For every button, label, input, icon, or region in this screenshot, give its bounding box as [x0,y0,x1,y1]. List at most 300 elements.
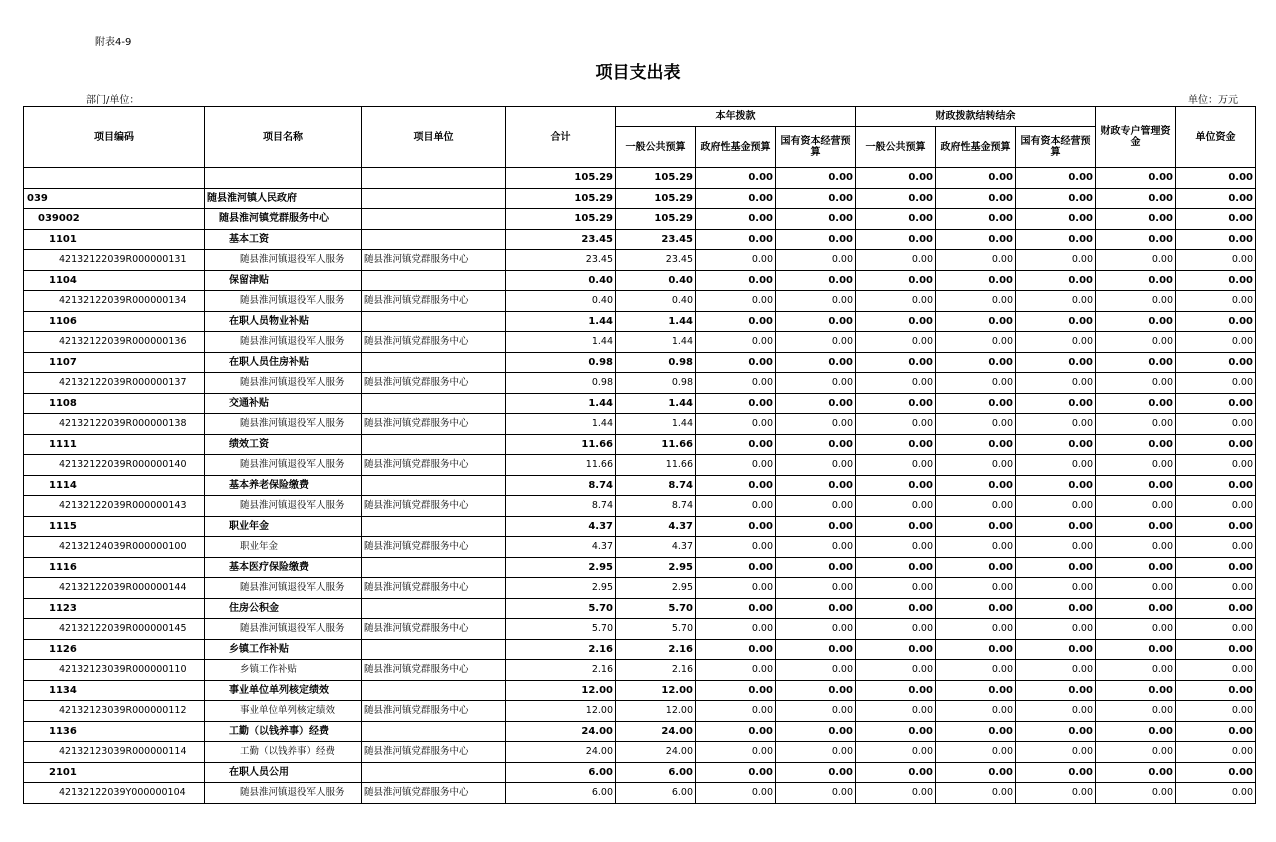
cell-c3: 0.00 [776,229,856,250]
cell-c7: 0.00 [1096,291,1176,312]
cell-c5: 0.00 [936,311,1016,332]
cell-c3: 0.00 [776,742,856,763]
cell-unit: 随县淮河镇党群服务中心 [362,701,506,722]
cell-c4: 0.00 [856,516,936,537]
cell-c4: 0.00 [856,578,936,599]
cell-c2: 0.00 [696,783,776,804]
cell-c8: 0.00 [1176,352,1256,373]
cell-total: 105.29 [506,209,616,230]
cell-code: 42132122039R000000137 [24,373,205,394]
cell-unit: 随县淮河镇党群服务中心 [362,660,506,681]
cell-c4: 0.00 [856,229,936,250]
cell-code: 1136 [24,721,205,742]
cell-c6: 0.00 [1016,332,1096,353]
cell-c1: 105.29 [616,168,696,189]
cell-c5: 0.00 [936,250,1016,271]
cell-c6: 0.00 [1016,783,1096,804]
cell-name: 交通补贴 [205,393,362,414]
cell-total: 0.98 [506,352,616,373]
header-carryover: 财政拨款结转结余 [856,107,1096,127]
cell-c1: 2.95 [616,578,696,599]
table-row [24,332,1256,353]
cell-c8: 0.00 [1176,721,1256,742]
table-row [24,516,1256,537]
cell-c4: 0.00 [856,393,936,414]
cell-c7: 0.00 [1096,639,1176,660]
cell-c5: 0.00 [936,762,1016,783]
cell-c2: 0.00 [696,311,776,332]
cell-total: 11.66 [506,434,616,455]
cell-name: 事业单位单列核定绩效 [205,701,362,722]
cell-name: 随县淮河镇退役军人服务 [205,578,362,599]
cell-c6: 0.00 [1016,742,1096,763]
cell-code: 039002 [24,209,205,230]
cell-c3: 0.00 [776,250,856,271]
cell-unit [362,762,506,783]
table-row [24,393,1256,414]
cell-c7: 0.00 [1096,783,1176,804]
cell-code: 42132122039R000000136 [24,332,205,353]
cell-code: 1126 [24,639,205,660]
cell-unit: 随县淮河镇党群服务中心 [362,373,506,394]
cell-c2: 0.00 [696,393,776,414]
cell-unit [362,680,506,701]
cell-c1: 0.98 [616,352,696,373]
cell-c1: 6.00 [616,783,696,804]
cell-c5: 0.00 [936,393,1016,414]
cell-c6: 0.00 [1016,311,1096,332]
cell-name: 基本养老保险缴费 [205,475,362,496]
cell-c6: 0.00 [1016,250,1096,271]
cell-total: 2.16 [506,660,616,681]
cell-c3: 0.00 [776,639,856,660]
cell-c1: 12.00 [616,680,696,701]
cell-c4: 0.00 [856,414,936,435]
cell-c5: 0.00 [936,496,1016,517]
cell-name: 基本医疗保险缴费 [205,557,362,578]
cell-c3: 0.00 [776,188,856,209]
cell-name: 随县淮河镇人民政府 [205,188,362,209]
cell-c8: 0.00 [1176,250,1256,271]
cell-c1: 1.44 [616,393,696,414]
cell-c6: 0.00 [1016,496,1096,517]
table-row [24,352,1256,373]
cell-unit [362,557,506,578]
cell-c8: 0.00 [1176,639,1256,660]
cell-name: 随县淮河镇退役军人服务 [205,250,362,271]
cell-code [24,168,205,189]
cell-unit: 随县淮河镇党群服务中心 [362,291,506,312]
cell-c5: 0.00 [936,783,1016,804]
cell-c3: 0.00 [776,291,856,312]
cell-c7: 0.00 [1096,680,1176,701]
cell-c7: 0.00 [1096,742,1176,763]
cell-total: 12.00 [506,701,616,722]
cell-c2: 0.00 [696,619,776,640]
cell-c8: 0.00 [1176,762,1256,783]
cell-total: 8.74 [506,475,616,496]
cell-code: 42132124039R000000100 [24,537,205,558]
cell-c6: 0.00 [1016,680,1096,701]
cell-c2: 0.00 [696,578,776,599]
header-unit: 项目单位 [362,107,506,168]
cell-c4: 0.00 [856,209,936,230]
cell-c3: 0.00 [776,209,856,230]
cell-c6: 0.00 [1016,393,1096,414]
cell-c8: 0.00 [1176,475,1256,496]
cell-c6: 0.00 [1016,475,1096,496]
cell-c3: 0.00 [776,373,856,394]
cell-c8: 0.00 [1176,578,1256,599]
cell-code: 42132122039R000000138 [24,414,205,435]
cell-code: 1111 [24,434,205,455]
cell-c1: 105.29 [616,188,696,209]
cell-c8: 0.00 [1176,188,1256,209]
cell-name: 乡镇工作补贴 [205,639,362,660]
cell-c7: 0.00 [1096,578,1176,599]
table-row [24,742,1256,763]
cell-unit: 随县淮河镇党群服务中心 [362,496,506,517]
cell-c2: 0.00 [696,496,776,517]
cell-c6: 0.00 [1016,455,1096,476]
header-carryover-general-budget: 一般公共预算 [856,127,936,168]
cell-c3: 0.00 [776,475,856,496]
cell-c1: 0.40 [616,270,696,291]
cell-c6: 0.00 [1016,434,1096,455]
cell-c7: 0.00 [1096,721,1176,742]
cell-c2: 0.00 [696,680,776,701]
table-row [24,537,1256,558]
cell-c7: 0.00 [1096,393,1176,414]
cell-name: 随县淮河镇退役军人服务 [205,783,362,804]
cell-total: 1.44 [506,311,616,332]
page-title: 项目支出表 [595,63,681,83]
cell-total: 1.44 [506,414,616,435]
cell-c6: 0.00 [1016,168,1096,189]
cell-c6: 0.00 [1016,270,1096,291]
cell-c1: 105.29 [616,209,696,230]
cell-c4: 0.00 [856,332,936,353]
cell-c6: 0.00 [1016,701,1096,722]
cell-c4: 0.00 [856,311,936,332]
cell-name: 随县淮河镇退役军人服务 [205,414,362,435]
cell-c2: 0.00 [696,475,776,496]
cell-c8: 0.00 [1176,516,1256,537]
cell-c7: 0.00 [1096,496,1176,517]
cell-c4: 0.00 [856,188,936,209]
cell-c3: 0.00 [776,270,856,291]
cell-c8: 0.00 [1176,783,1256,804]
cell-c4: 0.00 [856,639,936,660]
cell-c1: 4.37 [616,516,696,537]
cell-name: 工勤（以钱养事）经费 [205,721,362,742]
cell-c7: 0.00 [1096,209,1176,230]
cell-c5: 0.00 [936,414,1016,435]
cell-c2: 0.00 [696,721,776,742]
cell-total: 2.95 [506,578,616,599]
cell-c2: 0.00 [696,455,776,476]
cell-c6: 0.00 [1016,516,1096,537]
cell-c8: 0.00 [1176,434,1256,455]
cell-c2: 0.00 [696,332,776,353]
cell-total: 8.74 [506,496,616,517]
cell-total: 23.45 [506,229,616,250]
cell-name: 保留津贴 [205,270,362,291]
cell-name: 职业年金 [205,537,362,558]
table-row [24,639,1256,660]
cell-unit: 随县淮河镇党群服务中心 [362,578,506,599]
cell-c2: 0.00 [696,373,776,394]
cell-c4: 0.00 [856,434,936,455]
cell-c4: 0.00 [856,455,936,476]
cell-c4: 0.00 [856,762,936,783]
cell-c5: 0.00 [936,332,1016,353]
cell-total: 11.66 [506,455,616,476]
cell-unit [362,721,506,742]
cell-code: 42132123039R000000114 [24,742,205,763]
cell-c8: 0.00 [1176,742,1256,763]
cell-c1: 4.37 [616,537,696,558]
cell-c5: 0.00 [936,229,1016,250]
cell-unit [362,598,506,619]
cell-c8: 0.00 [1176,311,1256,332]
cell-c4: 0.00 [856,742,936,763]
cell-c3: 0.00 [776,701,856,722]
cell-c3: 0.00 [776,537,856,558]
cell-c5: 0.00 [936,537,1016,558]
cell-c7: 0.00 [1096,619,1176,640]
table-row [24,168,1256,189]
header-current-year: 本年拨款 [616,107,856,127]
table-row [24,660,1256,681]
cell-c1: 5.70 [616,598,696,619]
table-row [24,373,1256,394]
cell-c3: 0.00 [776,578,856,599]
cell-c6: 0.00 [1016,373,1096,394]
cell-total: 24.00 [506,742,616,763]
cell-c7: 0.00 [1096,373,1176,394]
cell-c1: 24.00 [616,721,696,742]
cell-c1: 8.74 [616,496,696,517]
cell-unit [362,270,506,291]
cell-c2: 0.00 [696,762,776,783]
cell-c3: 0.00 [776,619,856,640]
header-unit-funds: 单位资金 [1176,107,1256,168]
cell-total: 0.40 [506,291,616,312]
cell-c7: 0.00 [1096,537,1176,558]
cell-c5: 0.00 [936,578,1016,599]
cell-unit [362,311,506,332]
cell-c8: 0.00 [1176,496,1256,517]
cell-code: 039 [24,188,205,209]
cell-code: 1101 [24,229,205,250]
header-general-budget: 一般公共预算 [616,127,696,168]
cell-code: 1106 [24,311,205,332]
cell-c1: 6.00 [616,762,696,783]
cell-c2: 0.00 [696,168,776,189]
table-row [24,270,1256,291]
cell-total: 0.40 [506,270,616,291]
cell-name: 随县淮河镇退役军人服务 [205,332,362,353]
cell-unit: 随县淮河镇党群服务中心 [362,414,506,435]
project-expenditure-table [23,106,1256,804]
cell-c7: 0.00 [1096,762,1176,783]
cell-c4: 0.00 [856,373,936,394]
header-code: 项目编码 [24,107,205,168]
table-row [24,762,1256,783]
cell-total: 23.45 [506,250,616,271]
cell-total: 1.44 [506,332,616,353]
cell-name: 在职人员住房补贴 [205,352,362,373]
header-carryover-gov-fund: 政府性基金预算 [936,127,1016,168]
table-row [24,188,1256,209]
cell-c7: 0.00 [1096,660,1176,681]
cell-c3: 0.00 [776,311,856,332]
cell-c7: 0.00 [1096,557,1176,578]
cell-name: 随县淮河镇退役军人服务 [205,455,362,476]
cell-c6: 0.00 [1016,639,1096,660]
cell-c2: 0.00 [696,701,776,722]
cell-c4: 0.00 [856,619,936,640]
cell-c2: 0.00 [696,209,776,230]
cell-c2: 0.00 [696,516,776,537]
cell-c5: 0.00 [936,598,1016,619]
cell-code: 42132122039R000000140 [24,455,205,476]
cell-total: 6.00 [506,783,616,804]
cell-c6: 0.00 [1016,188,1096,209]
cell-c7: 0.00 [1096,352,1176,373]
cell-c3: 0.00 [776,660,856,681]
cell-unit [362,229,506,250]
cell-c5: 0.00 [936,742,1016,763]
cell-total: 105.29 [506,168,616,189]
cell-c4: 0.00 [856,660,936,681]
cell-c4: 0.00 [856,352,936,373]
cell-name: 工勤（以钱养事）经费 [205,742,362,763]
cell-total: 2.16 [506,639,616,660]
cell-name: 随县淮河镇退役军人服务 [205,496,362,517]
cell-c1: 5.70 [616,619,696,640]
cell-c4: 0.00 [856,291,936,312]
table-row [24,229,1256,250]
cell-code: 1108 [24,393,205,414]
cell-c6: 0.00 [1016,762,1096,783]
cell-c5: 0.00 [936,721,1016,742]
table-row [24,619,1256,640]
cell-c6: 0.00 [1016,229,1096,250]
cell-total: 5.70 [506,598,616,619]
cell-total: 4.37 [506,516,616,537]
cell-c7: 0.00 [1096,434,1176,455]
cell-code: 42132123039R000000110 [24,660,205,681]
table-row [24,434,1256,455]
unit-label: 单位：万元 [1188,95,1238,106]
cell-c8: 0.00 [1176,701,1256,722]
cell-unit: 随县淮河镇党群服务中心 [362,332,506,353]
cell-c2: 0.00 [696,188,776,209]
cell-total: 4.37 [506,537,616,558]
cell-c6: 0.00 [1016,721,1096,742]
cell-c6: 0.00 [1016,619,1096,640]
cell-c1: 2.16 [616,660,696,681]
cell-code: 1114 [24,475,205,496]
cell-c8: 0.00 [1176,680,1256,701]
cell-name: 随县淮河镇党群服务中心 [205,209,362,230]
cell-unit: 随县淮河镇党群服务中心 [362,250,506,271]
cell-c8: 0.00 [1176,619,1256,640]
cell-name: 事业单位单列核定绩效 [205,680,362,701]
cell-c3: 0.00 [776,496,856,517]
cell-code: 1115 [24,516,205,537]
department-label: 部门/单位： [86,95,140,106]
table-row [24,680,1256,701]
cell-c4: 0.00 [856,557,936,578]
cell-unit: 随县淮河镇党群服务中心 [362,619,506,640]
cell-c2: 0.00 [696,742,776,763]
cell-unit [362,188,506,209]
cell-c1: 23.45 [616,229,696,250]
cell-c7: 0.00 [1096,475,1176,496]
cell-c3: 0.00 [776,414,856,435]
cell-c1: 1.44 [616,332,696,353]
cell-c6: 0.00 [1016,352,1096,373]
cell-c3: 0.00 [776,598,856,619]
cell-code: 42132122039R000000134 [24,291,205,312]
header-gov-fund: 政府性基金预算 [696,127,776,168]
cell-c2: 0.00 [696,414,776,435]
cell-c4: 0.00 [856,537,936,558]
cell-c5: 0.00 [936,639,1016,660]
table-row [24,783,1256,804]
cell-c3: 0.00 [776,680,856,701]
cell-c6: 0.00 [1016,291,1096,312]
header-carryover-state-capital: 国有资本经营预算 [1016,127,1096,168]
cell-c5: 0.00 [936,434,1016,455]
cell-code: 1104 [24,270,205,291]
cell-c7: 0.00 [1096,188,1176,209]
annex-label: 附表4-9 [95,37,132,48]
cell-c2: 0.00 [696,598,776,619]
cell-unit: 随县淮河镇党群服务中心 [362,455,506,476]
cell-c2: 0.00 [696,639,776,660]
cell-c1: 2.16 [616,639,696,660]
table-row [24,578,1256,599]
cell-c2: 0.00 [696,660,776,681]
cell-c3: 0.00 [776,783,856,804]
cell-name: 随县淮河镇退役军人服务 [205,291,362,312]
cell-name [205,168,362,189]
cell-c6: 0.00 [1016,209,1096,230]
cell-c6: 0.00 [1016,598,1096,619]
cell-c7: 0.00 [1096,414,1176,435]
cell-c8: 0.00 [1176,455,1256,476]
cell-c4: 0.00 [856,168,936,189]
cell-c2: 0.00 [696,250,776,271]
cell-c4: 0.00 [856,721,936,742]
table-row [24,496,1256,517]
cell-c1: 23.45 [616,250,696,271]
cell-c5: 0.00 [936,188,1016,209]
header-special-account: 财政专户管理资金 [1096,107,1176,168]
cell-name: 职业年金 [205,516,362,537]
cell-code: 2101 [24,762,205,783]
cell-c1: 1.44 [616,311,696,332]
cell-unit [362,434,506,455]
cell-c4: 0.00 [856,680,936,701]
cell-c6: 0.00 [1016,414,1096,435]
table-row [24,311,1256,332]
cell-code: 42132122039R000000131 [24,250,205,271]
